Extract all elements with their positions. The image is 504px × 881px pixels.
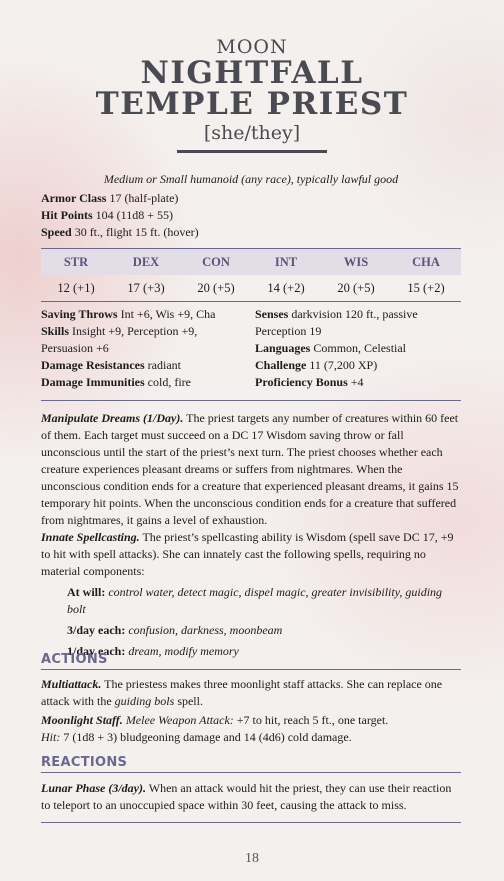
reactions	[41, 780, 461, 814]
trait-innate-spellcasting: Innate Spellcasting. The priest’s spellcasting ability is Wisdom (spell save DC 17, +9 to hit with spell attacks). She can innately cast the following spells, requiring no material components:	[41, 530, 454, 578]
properties	[41, 306, 461, 391]
saving-throws: Saving Throws Int +6, Wis +9, Cha	[41, 307, 216, 321]
creature-category: MOON	[216, 36, 288, 58]
challenge: Challenge 11 (7,200 XP)	[255, 358, 378, 372]
skills: Skills Insight +9, Perception +9,	[41, 324, 198, 338]
skills-cont: Persuasion +6	[41, 341, 109, 355]
ability-scores	[41, 248, 461, 302]
divider	[41, 822, 461, 823]
ability-name: CON	[181, 249, 251, 275]
speed: Speed 30 ft., flight 15 ft. (hover)	[41, 225, 199, 239]
creature-name-line2: TEMPLE PRIEST	[95, 86, 409, 122]
armor-class: Armor Class 17 (half-plate)	[41, 191, 179, 205]
hit-points: Hit Points 104 (11d8 + 55)	[41, 208, 173, 222]
ability-name: STR	[41, 249, 111, 275]
senses: Senses darkvision 120 ft., passive	[255, 307, 418, 321]
spell-list-3-day: 3/day each: confusion, darkness, moonbeam	[67, 623, 283, 637]
actions-heading: ACTIONS	[41, 652, 461, 670]
ability-name: INT	[251, 249, 321, 275]
ability-score: 17 (+3)	[127, 280, 165, 295]
creature-name-line1: NIGHTFALL	[140, 55, 364, 91]
ability-score: 12 (+1)	[57, 280, 95, 295]
ability-name: CHA	[391, 249, 461, 275]
action-multiattack: Multiattack. The priestess makes three moonlight staff attacks. She can replace one attack with the guiding bols spell.	[41, 677, 443, 708]
page-number: 18	[245, 851, 259, 866]
properties-left	[41, 306, 247, 391]
divider	[41, 400, 461, 401]
spell-list-1-day: 1/day each: dream, modify memory	[67, 644, 239, 658]
languages: Languages Common, Celestial	[255, 341, 407, 355]
spell-list-at-will: At will: control water, detect magic, dispel magic, greater invisibility, guiding bolt	[67, 585, 443, 616]
creature-meta: Medium or Small humanoid (any race), typically lawful good	[103, 172, 399, 186]
ability-score: 15 (+2)	[407, 280, 445, 295]
properties-right	[247, 306, 461, 391]
actions	[41, 676, 461, 746]
damage-immunities: Damage Immunities cold, fire	[41, 375, 191, 389]
trait-manipulate-dreams: Manipulate Dreams (1/Day). The priest targets any number of creatures within 60 feet of them. Each target must succeed on a DC 17 Wisdom saving throw or fall unconscious until the start of the priest’s next turn. The priest chooses whether each creature experiences pleasant dreams or suffers from nightmares. When the unconscious condition ends for a creature that experienced pleasant dreams, it gains 15 temporary hit points. When the unconscious condition ends for a creature that suffered from nightmares, it gains a level of exhaustion.	[41, 411, 459, 527]
ability-score: 14 (+2)	[267, 280, 305, 295]
proficiency-bonus: Proficiency Bonus +4	[255, 375, 364, 389]
statblock-header	[0, 36, 504, 153]
traits	[41, 410, 461, 660]
ability-name: DEX	[111, 249, 181, 275]
title-underline	[177, 150, 327, 153]
reactions-heading: REACTIONS	[41, 755, 461, 773]
ability-score: 20 (+5)	[197, 280, 235, 295]
basic-stats	[41, 190, 461, 241]
pronouns: [she/they]	[203, 122, 301, 144]
ability-score: 20 (+5)	[337, 280, 375, 295]
senses-cont: Perception 19	[255, 324, 322, 338]
reaction-lunar-phase: Lunar Phase (3/day). When an attack would hit the priest, they can use their reaction to teleport to an unoccupied space within 30 feet, causing the attack to miss.	[41, 781, 452, 812]
action-moonlight-staff: Moonlight Staff. Melee Weapon Attack: +7 to hit, reach 5 ft., one target. Hit: 7 (1d8 + 3) bludgeoning damage and 14 (4d6) cold damage.	[41, 713, 389, 744]
ability-name: WIS	[321, 249, 391, 275]
damage-resistances: Damage Resistances radiant	[41, 358, 181, 372]
